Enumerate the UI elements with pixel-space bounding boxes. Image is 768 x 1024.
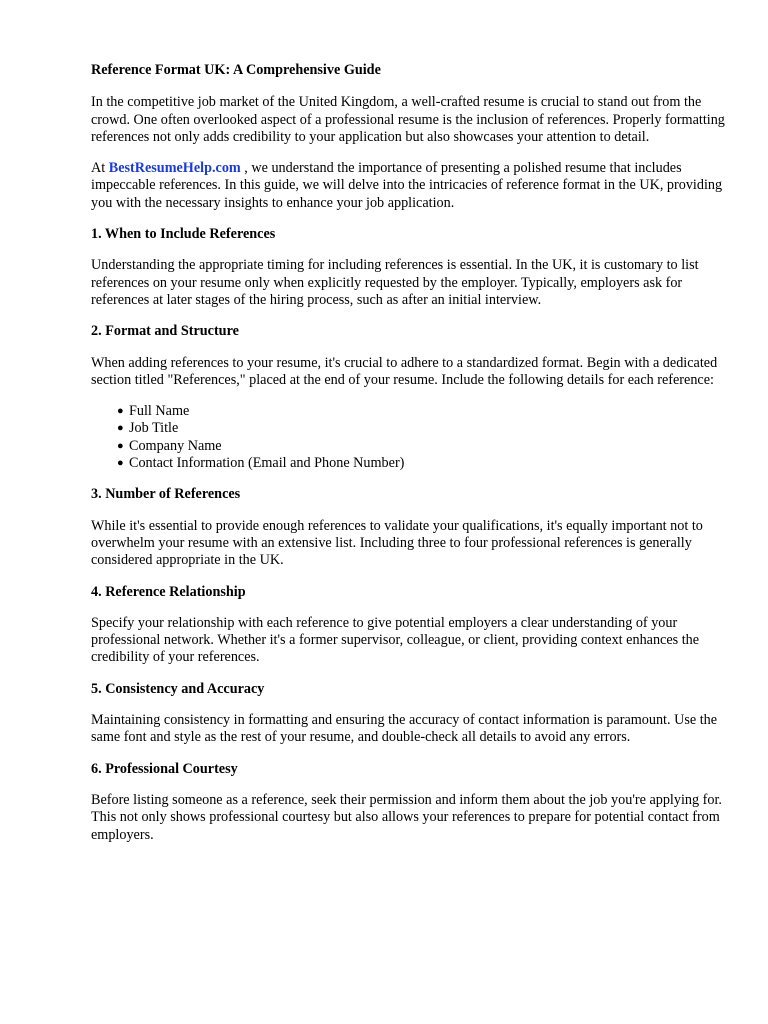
reference-details-list — [91, 403, 731, 472]
section-body-courtesy: Before listing someone as a reference, seek their permission and inform them about the job you're applying for. This not only shows professional courtesy but also allows your references to prepare for potential contact from employers. — [91, 791, 722, 843]
section-heading-number: 3. Number of References — [91, 486, 241, 503]
list-item — [117, 403, 731, 420]
brand-prefix: At — [91, 160, 106, 177]
list-item-text: Full Name — [129, 403, 190, 420]
bullet-icon: ● — [117, 457, 124, 470]
brand-link[interactable]: BestResumeHelp.com — [108, 160, 241, 177]
section-body-consistency: Maintaining consistency in formatting and ensuring the accuracy of contact information is paramount. Use the same font and style as the rest of your resume, and double-check all details to avoid any errors. — [91, 712, 718, 746]
bullet-icon: ● — [117, 422, 124, 435]
section-heading-courtesy: 6. Professional Courtesy — [91, 760, 238, 777]
brand-paragraph — [91, 160, 731, 212]
section-body-format: When adding references to your resume, it's crucial to adhere to a standardized format. Begin with a dedicated section titled "References," placed at the end of your resume. Include the following details for each reference: — [91, 354, 718, 388]
list-item-text: Company Name — [129, 437, 222, 454]
list-item-text: Contact Information (Email and Phone Number) — [129, 455, 405, 472]
document-title: Reference Format UK: A Comprehensive Guide — [91, 62, 381, 78]
section-heading-when: 1. When to Include References — [91, 226, 276, 243]
list-item — [117, 420, 731, 437]
document-page — [91, 62, 731, 858]
section-heading-format: 2. Format and Structure — [91, 323, 239, 340]
brand-suffix: , we understand the importance of presenting a polished resume that includes impeccable references. In this guide, we will delve into the intricacies of reference format in the UK, providing you with the necessary insights to enhance your job application. — [91, 160, 723, 211]
intro-paragraph: In the competitive job market of the United Kingdom, a well-crafted resume is crucial to stand out from the crowd. One often overlooked aspect of a professional resume is the inclusion of references. Properly formatting references not only adds credibility to your application but also showcases your attention to detail. — [91, 94, 725, 145]
list-item — [117, 438, 731, 455]
list-item — [117, 455, 731, 472]
section-body-when: Understanding the appropriate timing for including references is essential. In the UK, it is customary to list references on your resume only when explicitly requested by the employer. Typically, employers ask for references at later stages of the hiring process, such as after an initial interview. — [91, 257, 699, 308]
bullet-icon: ● — [117, 439, 124, 452]
bullet-icon: ● — [117, 405, 124, 418]
list-item-text: Job Title — [129, 420, 179, 437]
section-body-relationship: Specify your relationship with each reference to give potential employers a clear understanding of your professional network. Whether it's a former supervisor, colleague, or client, providing context enhances the credibility of your references. — [91, 614, 700, 666]
section-body-number: While it's essential to provide enough references to validate your qualifications, it's equally important not to overwhelm your resume with an extensive list. Including three to four professional references is generally considered appropriate in the UK. — [91, 517, 703, 569]
section-heading-consistency: 5. Consistency and Accuracy — [91, 680, 265, 697]
section-heading-relationship: 4. Reference Relationship — [91, 583, 246, 600]
